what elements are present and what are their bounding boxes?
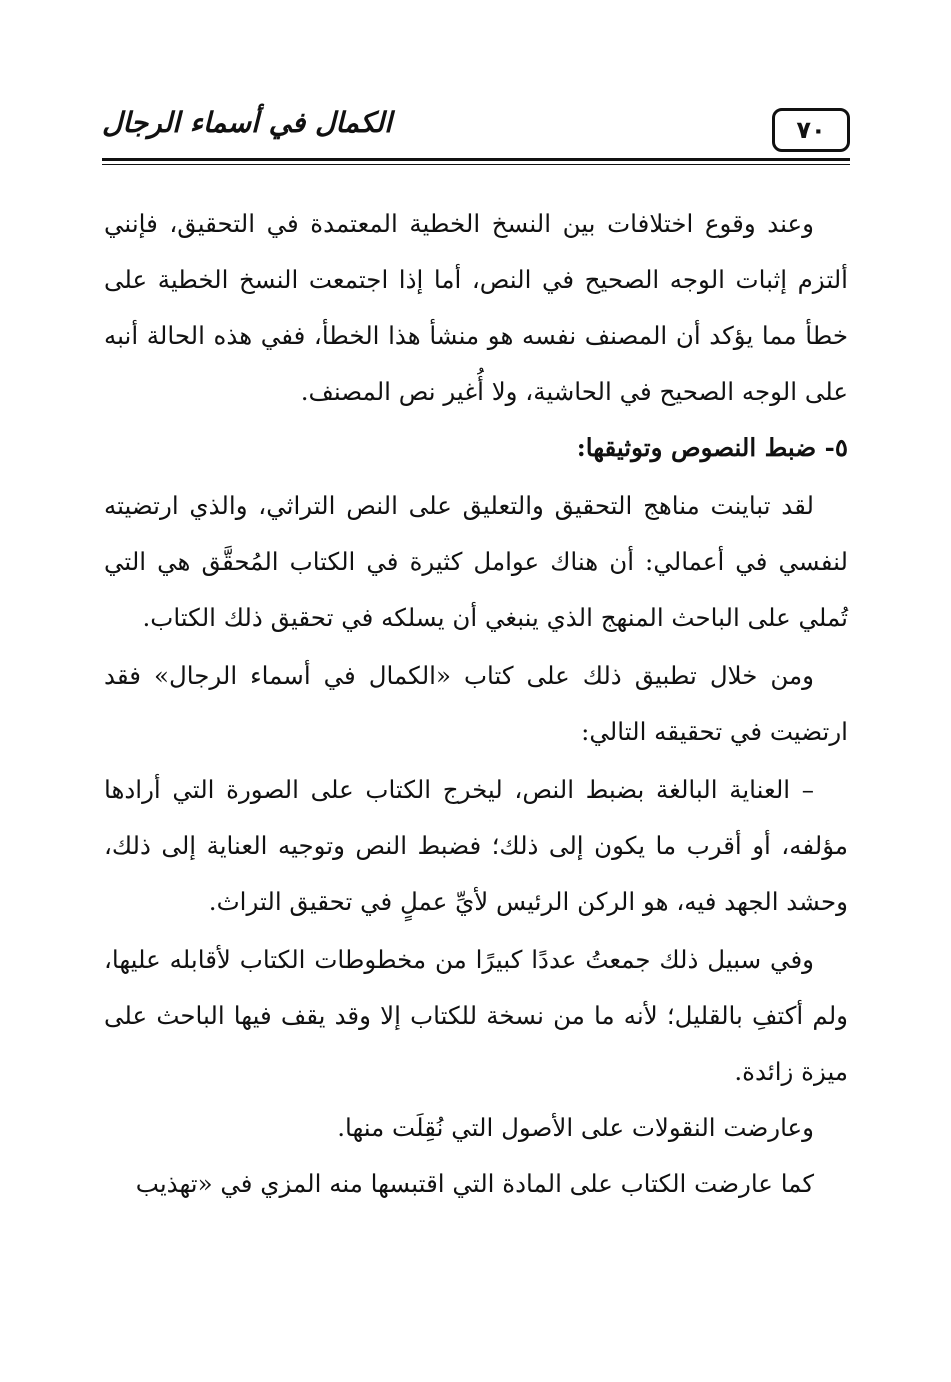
paragraph-3: ومن خلال تطبيق ذلك على كتاب «الكمال في أسماء الرجال» فقد ارتضيت في تحقيقه التالي: xyxy=(104,661,848,746)
paragraph-7: كما عارضت الكتاب على المادة التي اقتبسها منه المزي في «تهذيب xyxy=(135,1169,814,1198)
page-number: ٧٠ xyxy=(772,108,850,152)
section-heading: ٥- ضبط النصوص وتوثيقها: xyxy=(576,433,848,462)
paragraph-2: لقد تباينت مناهج التحقيق والتعليق على النص التراثي، والذي ارتضيته لنفسي في أعمالي: أن هناك عوامل كثيرة في الكتاب المُحقَّق هي التي تُملي على الباحث المنهج الذي ينبغي أن يسلكه في تحقيق ذلك الكتاب. xyxy=(104,491,848,632)
paragraph-5: وفي سبيل ذلك جمعتُ عددًا كبيرًا من مخطوطات الكتاب لأقابله عليها، ولم أكتفِ بالقليل؛ لأنه ما من نسخة للكتاب إلا وقد يقف فيها الباحث على ميزة زائدة. xyxy=(104,945,848,1086)
paragraph-1: وعند وقوع اختلافات بين النسخ الخطية المعتمدة في التحقيق، فإنني ألتزم إثبات الوجه الصحيح في النص، أما إذا اجتمعت النسخ الخطية على خطأ مما يؤكد أن المصنف نفسه هو منشأ هذا الخطأ، ففي هذه الحالة أنبه على الوجه الصحيح في الحاشية، ولا أُغير نص المصنف. xyxy=(104,209,848,406)
paragraph-4: – العناية البالغة بضبط النص، ليخرج الكتاب على الصورة التي أرادها مؤلفه، أو أقرب ما يكون إلى ذلك؛ فضبط النص وتوجيه العناية إلى ذلك، وحشد الجهد فيه، هو الركن الرئيس لأيِّ عملٍ في تحقيق التراث. xyxy=(104,775,848,916)
running-title: الكمال في أسماء الرجال xyxy=(102,106,392,139)
header-rule xyxy=(102,158,850,161)
page-header xyxy=(102,100,850,162)
page-body xyxy=(104,196,848,1212)
paragraph-6: وعارضت النقولات على الأصول التي نُقِلَت منها. xyxy=(337,1113,814,1142)
header-rule-thin xyxy=(102,164,850,165)
